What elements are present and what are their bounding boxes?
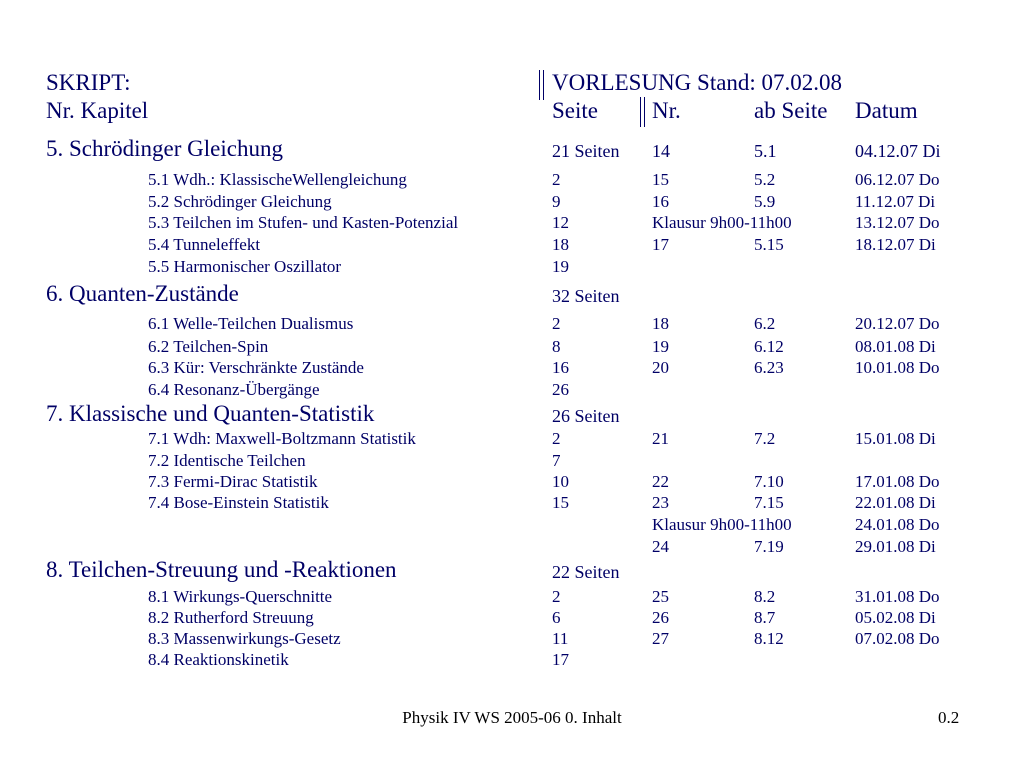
chapter-title: 8. Teilchen-Streuung und -Reaktionen bbox=[46, 557, 397, 582]
section-datum: 18.12.07 Di bbox=[855, 235, 936, 254]
skript-heading: SKRIPT: bbox=[46, 70, 131, 95]
section-seite: 10 bbox=[552, 472, 569, 491]
chapter-title: 5. Schrödinger Gleichung bbox=[46, 136, 283, 161]
section-label: 8.4 Reaktionskinetik bbox=[148, 650, 289, 669]
section-datum: 15.01.08 Di bbox=[855, 429, 936, 448]
datum-heading: Datum bbox=[855, 98, 918, 123]
section-label: 5.2 Schrödinger Gleichung bbox=[148, 192, 332, 211]
chapter-ab: 5.1 bbox=[754, 141, 777, 161]
section-label: 6.1 Welle-Teilchen Dualismus bbox=[148, 314, 354, 333]
section-label: 7.1 Wdh: Maxwell-Boltzmann Statistik bbox=[148, 429, 416, 448]
section-datum: 06.12.07 Do bbox=[855, 170, 940, 189]
section-datum: 08.01.08 Di bbox=[855, 337, 936, 356]
column-divider bbox=[640, 97, 641, 127]
section-seite: 11 bbox=[552, 629, 569, 648]
section-ab: 6.2 bbox=[754, 314, 776, 333]
section-label: 5.5 Harmonischer Oszillator bbox=[148, 257, 342, 276]
section-nr: 17 bbox=[652, 235, 669, 254]
section-seite: 19 bbox=[552, 257, 569, 276]
section-nr: 22 bbox=[652, 472, 669, 491]
section-ab: 5.9 bbox=[754, 192, 776, 211]
section-label: 7.4 Bose-Einstein Statistik bbox=[148, 493, 329, 512]
section-nr: 15 bbox=[652, 170, 669, 189]
section-seite: 6 bbox=[552, 608, 561, 627]
section-seite: 15 bbox=[552, 493, 569, 512]
section-datum: 31.01.08 Do bbox=[855, 587, 940, 606]
section-label: 8.1 Wirkungs-Querschnitte bbox=[148, 587, 333, 606]
section-ab: 7.19 bbox=[754, 537, 784, 556]
nr-heading: Nr. bbox=[652, 98, 681, 123]
section-label: 5.1 Wdh.: KlassischeWellengleichung bbox=[148, 170, 407, 189]
section-label: 5.3 Teilchen im Stufen- und Kasten-Potenzial bbox=[148, 213, 459, 232]
column-divider bbox=[644, 97, 645, 127]
section-seite: 26 bbox=[552, 380, 569, 399]
section-nr: Klausur 9h00-11h00 bbox=[652, 213, 792, 232]
section-ab: 8.7 bbox=[754, 608, 776, 627]
section-nr: 23 bbox=[652, 493, 669, 512]
chapter-pages: 32 Seiten bbox=[552, 286, 620, 306]
chapter-pages: 22 Seiten bbox=[552, 562, 620, 582]
section-label: 5.4 Tunneleffekt bbox=[148, 235, 261, 254]
section-seite: 12 bbox=[552, 213, 569, 232]
section-datum: 20.12.07 Do bbox=[855, 314, 940, 333]
section-datum: 22.01.08 Di bbox=[855, 493, 936, 512]
section-label: 6.2 Teilchen-Spin bbox=[148, 337, 269, 356]
section-nr: 19 bbox=[652, 337, 669, 356]
section-seite: 2 bbox=[552, 170, 561, 189]
section-nr: 21 bbox=[652, 429, 669, 448]
section-ab: 8.12 bbox=[754, 629, 784, 648]
section-nr: 26 bbox=[652, 608, 669, 627]
chapter-datum: 04.12.07 Di bbox=[855, 141, 941, 161]
section-seite: 8 bbox=[552, 337, 561, 356]
section-nr: 18 bbox=[652, 314, 669, 333]
section-datum: 13.12.07 Do bbox=[855, 213, 940, 232]
nr-kapitel-heading: Nr. Kapitel bbox=[46, 98, 149, 123]
section-seite: 18 bbox=[552, 235, 569, 254]
section-seite: 2 bbox=[552, 314, 561, 333]
section-datum: 07.02.08 Do bbox=[855, 629, 940, 648]
section-ab: 5.15 bbox=[754, 235, 784, 254]
section-seite: 17 bbox=[552, 650, 569, 669]
column-divider bbox=[543, 70, 544, 100]
seite-heading: Seite bbox=[552, 98, 598, 123]
chapter-title: 7. Klassische und Quanten-Statistik bbox=[46, 401, 375, 426]
section-nr: 16 bbox=[652, 192, 669, 211]
section-seite: 16 bbox=[552, 358, 569, 377]
section-ab: 7.10 bbox=[754, 472, 784, 491]
section-ab: 6.12 bbox=[754, 337, 784, 356]
section-label: 6.4 Resonanz-Übergänge bbox=[148, 380, 320, 399]
section-datum: 29.01.08 Di bbox=[855, 537, 936, 556]
section-nr: 20 bbox=[652, 358, 669, 377]
section-ab: 7.15 bbox=[754, 493, 784, 512]
stand-label: Stand: 07.02.08 bbox=[697, 70, 843, 95]
section-seite: 2 bbox=[552, 429, 561, 448]
section-nr: Klausur 9h00-11h00 bbox=[652, 515, 792, 534]
section-label: 7.3 Fermi-Dirac Statistik bbox=[148, 472, 318, 491]
vorlesung-heading bbox=[552, 70, 842, 96]
chapter-nr: 14 bbox=[652, 141, 670, 161]
chapter-title: 6. Quanten-Zustände bbox=[46, 281, 239, 306]
section-datum: 11.12.07 Di bbox=[855, 192, 936, 211]
section-ab: 6.23 bbox=[754, 358, 784, 377]
section-nr: 24 bbox=[652, 537, 669, 556]
section-datum: 05.02.08 Di bbox=[855, 608, 936, 627]
section-seite: 2 bbox=[552, 587, 561, 606]
section-datum: 17.01.08 Do bbox=[855, 472, 940, 491]
section-label: 8.3 Massenwirkungs-Gesetz bbox=[148, 629, 341, 648]
section-ab: 8.2 bbox=[754, 587, 776, 606]
ab-seite-heading: ab Seite bbox=[754, 98, 828, 123]
section-label: 7.2 Identische Teilchen bbox=[148, 451, 306, 470]
section-nr: 25 bbox=[652, 587, 669, 606]
chapter-pages: 26 Seiten bbox=[552, 406, 620, 426]
section-ab: 5.2 bbox=[754, 170, 776, 189]
chapter-pages: 21 Seiten bbox=[552, 141, 620, 161]
section-datum: 24.01.08 Do bbox=[855, 515, 940, 534]
vorlesung-label: VORLESUNG bbox=[552, 70, 692, 95]
section-seite: 9 bbox=[552, 192, 561, 211]
section-label: 8.2 Rutherford Streuung bbox=[148, 608, 314, 627]
section-ab: 7.2 bbox=[754, 429, 776, 448]
section-seite: 7 bbox=[552, 451, 561, 470]
column-divider bbox=[539, 70, 540, 100]
footer-title: Physik IV WS 2005-06 0. Inhalt bbox=[402, 708, 622, 727]
section-label: 6.3 Kür: Verschränkte Zustände bbox=[148, 358, 364, 377]
page-number: 0.2 bbox=[938, 708, 960, 727]
section-nr: 27 bbox=[652, 629, 669, 648]
section-datum: 10.01.08 Do bbox=[855, 358, 940, 377]
